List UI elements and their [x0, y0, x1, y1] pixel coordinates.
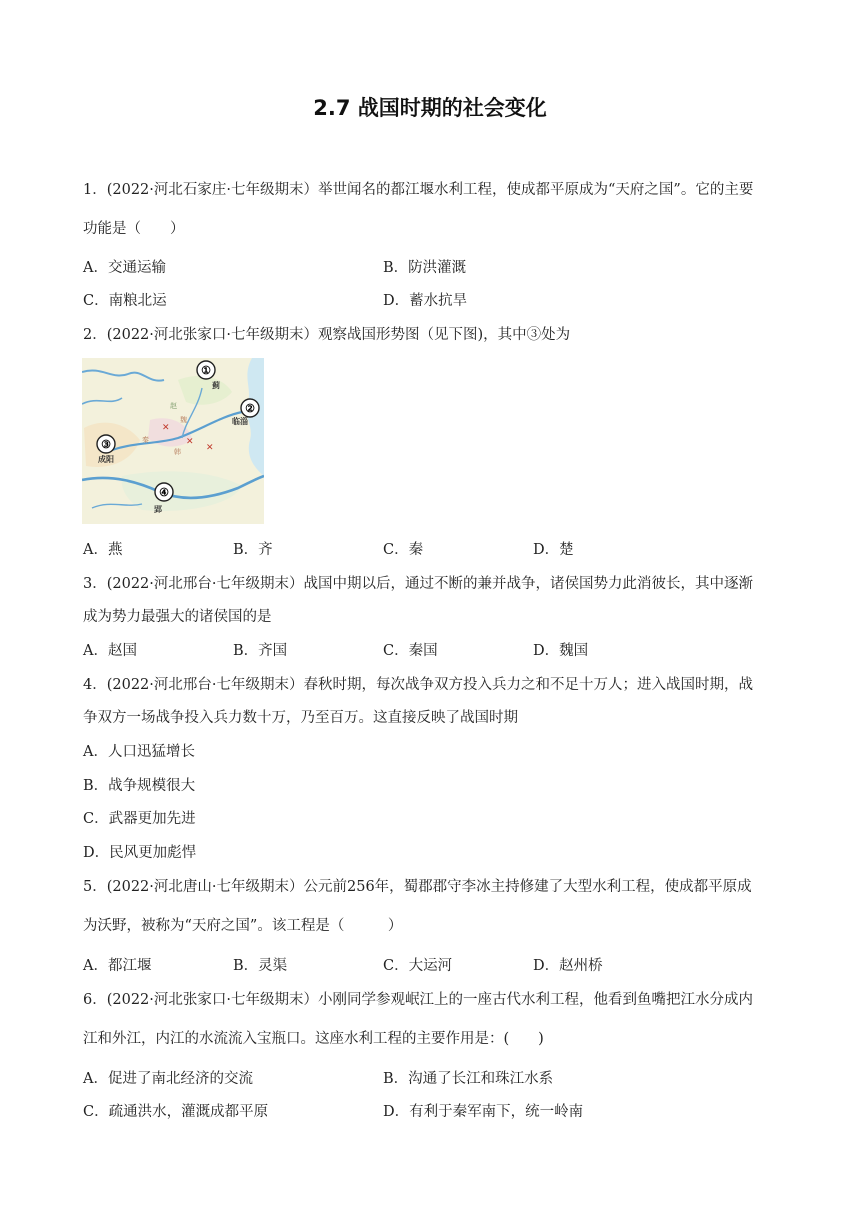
svg-text:①: ① — [201, 364, 211, 377]
question-5-line-2: 为沃野，被称为“天府之国”。该工程是（ ） — [83, 918, 403, 934]
svg-text:③: ③ — [101, 438, 111, 451]
q4-option-d: D．民风更加彪悍 — [83, 845, 197, 861]
q2-option-a: A．燕 — [83, 542, 123, 558]
question-1-line-1: 1．(2022·河北石家庄·七年级期末）举世闻名的都江堰水利工程，使成都平原成为“天府之国”。它的主要 — [83, 182, 754, 198]
map-label-wei: 魏 — [180, 416, 187, 424]
svg-text:④: ④ — [159, 486, 169, 499]
q4-option-b: B．战争规模很大 — [83, 778, 196, 794]
page-title: 2.7 战国时期的社会变化 — [313, 96, 547, 120]
q2-option-c: C．秦 — [383, 542, 424, 558]
svg-text:②: ② — [245, 402, 255, 415]
question-6-line-2: 江和外江，内江的水流流入宝瓶口。这座水利工程的主要作用是：( ) — [83, 1031, 544, 1047]
map-battle-mark: ✕ — [186, 437, 194, 447]
map-label-han: 韩 — [174, 448, 181, 456]
q1-option-b: B．防洪灌溉 — [383, 260, 467, 276]
map-label-zhao: 赵 — [170, 402, 177, 410]
map-label-ji: 蓟 — [212, 380, 220, 390]
map-label-linzi: 临淄 — [232, 416, 248, 426]
q6-option-c: C．疏通洪水，灌溉成都平原 — [83, 1104, 269, 1120]
q5-option-c: C．大运河 — [383, 958, 453, 974]
map-label-xianyang: 成阳 — [98, 454, 114, 464]
q4-option-a: A．人口迅猛增长 — [83, 744, 195, 760]
q6-option-d: D．有利于秦军南下，统一岭南 — [383, 1104, 584, 1120]
map-label-qin: 秦 — [142, 436, 149, 444]
q5-option-a: A．都江堰 — [83, 958, 152, 974]
question-2-line-1: 2．(2022·河北张家口·七年级期末）观察战国形势图（见下图)，其中③处为 — [83, 327, 571, 343]
q2-option-b: B．齐 — [233, 542, 273, 558]
map-marker-1 — [197, 361, 215, 379]
q6-option-a: A．促进了南北经济的交流 — [83, 1071, 253, 1087]
map-marker-4 — [155, 483, 173, 501]
warring-states-map — [82, 358, 264, 524]
q3-option-b: B．齐国 — [233, 643, 288, 659]
q1-option-a: A．交通运输 — [83, 260, 166, 276]
question-5-line-1: 5．(2022·河北唐山·七年级期末）公元前256年，蜀郡郡守李冰主持修建了大型水利工程，使成都平原成 — [83, 879, 752, 895]
question-4-line-2: 争双方一场战争投入兵力数十万，乃至百万。这直接反映了战国时期 — [83, 710, 518, 726]
map-battle-mark: ✕ — [162, 423, 170, 433]
map-battle-mark: ✕ — [206, 443, 214, 453]
map-marker-3 — [97, 435, 115, 453]
q6-option-b: B．沟通了长江和珠江水系 — [383, 1071, 554, 1087]
q3-option-d: D．魏国 — [533, 643, 589, 659]
q1-option-c: C．南粮北运 — [83, 293, 167, 309]
question-3-line-2: 成为势力最强大的诸侯国的是 — [83, 609, 272, 625]
q5-option-b: B．灵渠 — [233, 958, 288, 974]
q3-option-c: C．秦国 — [383, 643, 438, 659]
q4-option-c: C．武器更加先进 — [83, 811, 196, 827]
q5-option-d: D．赵州桥 — [533, 958, 603, 974]
question-1-line-2: 功能是（ ） — [83, 221, 185, 237]
q2-option-d: D．楚 — [533, 542, 574, 558]
q3-option-a: A．赵国 — [83, 643, 137, 659]
q1-option-d: D．蓄水抗旱 — [383, 293, 468, 309]
question-6-line-1: 6．(2022·河北张家口·七年级期末）小刚同学参观岷江上的一座古代水利工程，他看到鱼嘴把江水分成内 — [83, 992, 753, 1008]
question-4-line-1: 4．(2022·河北邢台·七年级期末）春秋时期，每次战争双方投入兵力之和不足十万人；进入战国时期，战 — [83, 677, 753, 693]
map-marker-2 — [241, 399, 259, 417]
question-3-line-1: 3．(2022·河北邢台·七年级期末）战国中期以后，通过不断的兼并战争，诸侯国势力此消彼长，其中逐渐 — [83, 576, 753, 592]
map-label-ying: 郢 — [154, 504, 162, 514]
